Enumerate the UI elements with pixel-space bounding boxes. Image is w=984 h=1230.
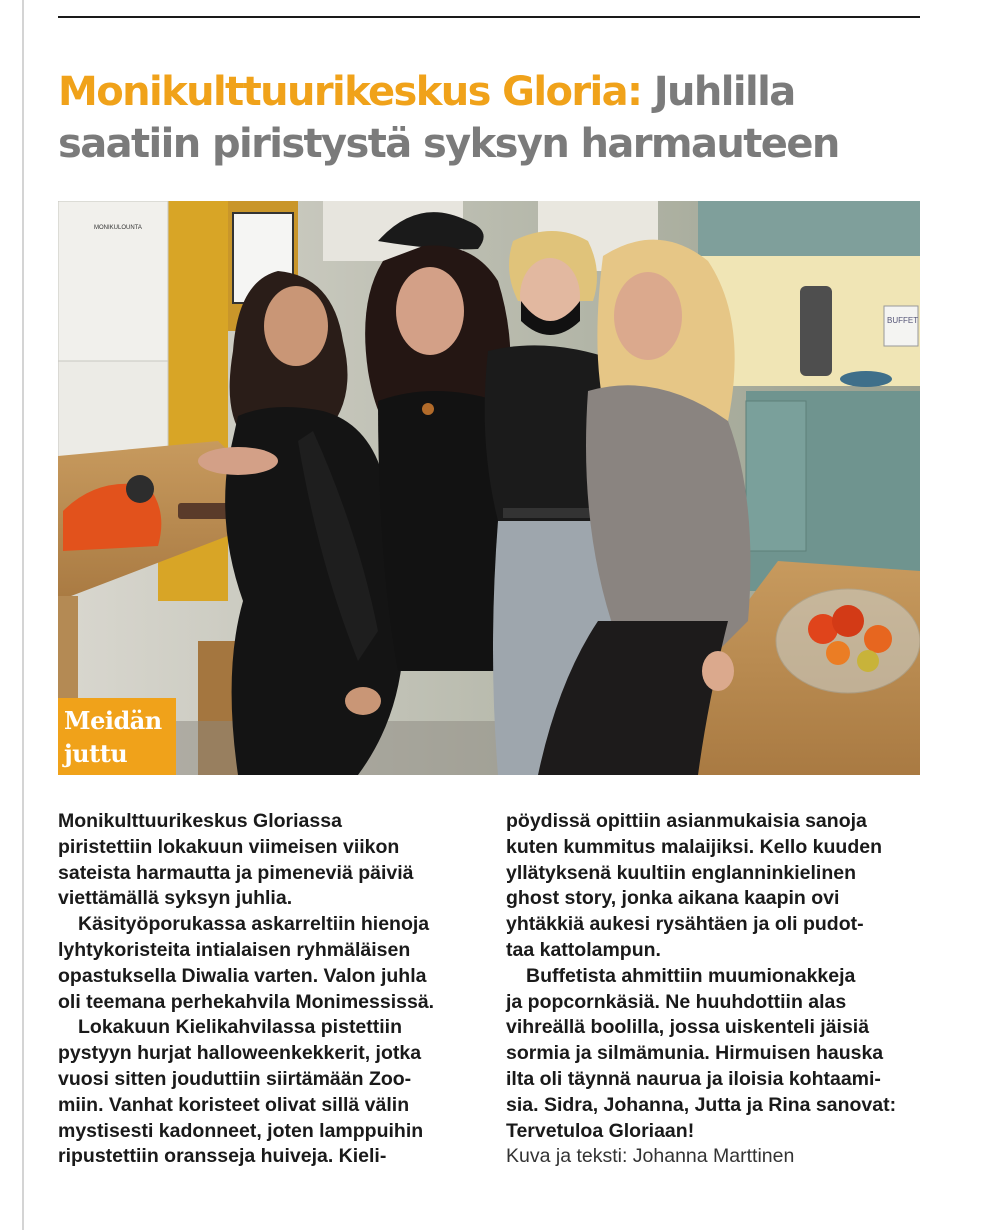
headline-highlight: Monikulttuurikeskus Gloria: bbox=[58, 69, 642, 115]
top-rule bbox=[58, 16, 920, 18]
paragraph-1: Monikulttuurikeskus Gloriassa piristettiin lokakuun viimeisen viikon sateista harmautta ja pimeneviä päiviä viettämällä syksyn juhlia. bbox=[58, 810, 414, 910]
paragraph-2: Käsityöporukassa askarreltiin hienoja lyhtykoristeita intialaisen ryhmäläisen opastuksella Diwalia varten. Valon juhla oli teemana perhekahvila Monimessissä. bbox=[58, 913, 435, 1013]
article-headline bbox=[58, 66, 938, 170]
badge-line-2: juttu bbox=[64, 739, 128, 768]
group-photo-illustration bbox=[58, 201, 920, 775]
headline-rest: Juhlilla saatiin piristystä syksyn harmauteen bbox=[58, 69, 839, 167]
buffet-sign: BUFFET bbox=[887, 316, 919, 325]
body-column-1 bbox=[58, 809, 488, 1170]
badge-line-1: Meidän bbox=[64, 706, 162, 735]
paragraph-5: Buffetista ahmittiin muumionakkeja ja popcornkäsiä. Ne huuhdottiin alas vihreällä boolilla, jossa uiskenteli jäisiä sormia ja silmämunia. Hirmuisen hauska ilta oli täynnä naurua ja iloisia kohtaami- sia. Sidra, Johanna, Jutta ja Rina sanovat: Tervetuloa Gloriaan! bbox=[506, 964, 897, 1142]
photo-text-credit: Kuva ja teksti: Johanna Marttinen bbox=[506, 1145, 795, 1168]
fridge-label: MONIKULOUNTA bbox=[94, 225, 142, 231]
paragraph-3: Lokakuun Kielikahvilassa pistettiin pystyyn hurjat halloweenkekkerit, jotka vuosi sitten jouduttiin siirtämään Zoo- miin. Vanhat koristeet olivat sillä välin mystisesti kadonneet, joten lamppuihin ripustettiin oransseja huiveja. Kieli- bbox=[58, 1016, 424, 1168]
body-column-2 bbox=[506, 809, 936, 1170]
paragraph-4: pöydissä opittiin asianmukaisia sanoja kuten kummitus malaijiksi. Kello kuuden yllätyksenä kuultiin englanninkielinen ghost story, jonka aikana kaapin ovi yhtäkkiä aukesi rysähtäen ja oli pudot- taa kattolampun. bbox=[506, 810, 883, 961]
article-photo bbox=[58, 201, 920, 775]
left-margin-rule bbox=[22, 0, 24, 1230]
meidan-juttu-badge bbox=[58, 698, 176, 775]
